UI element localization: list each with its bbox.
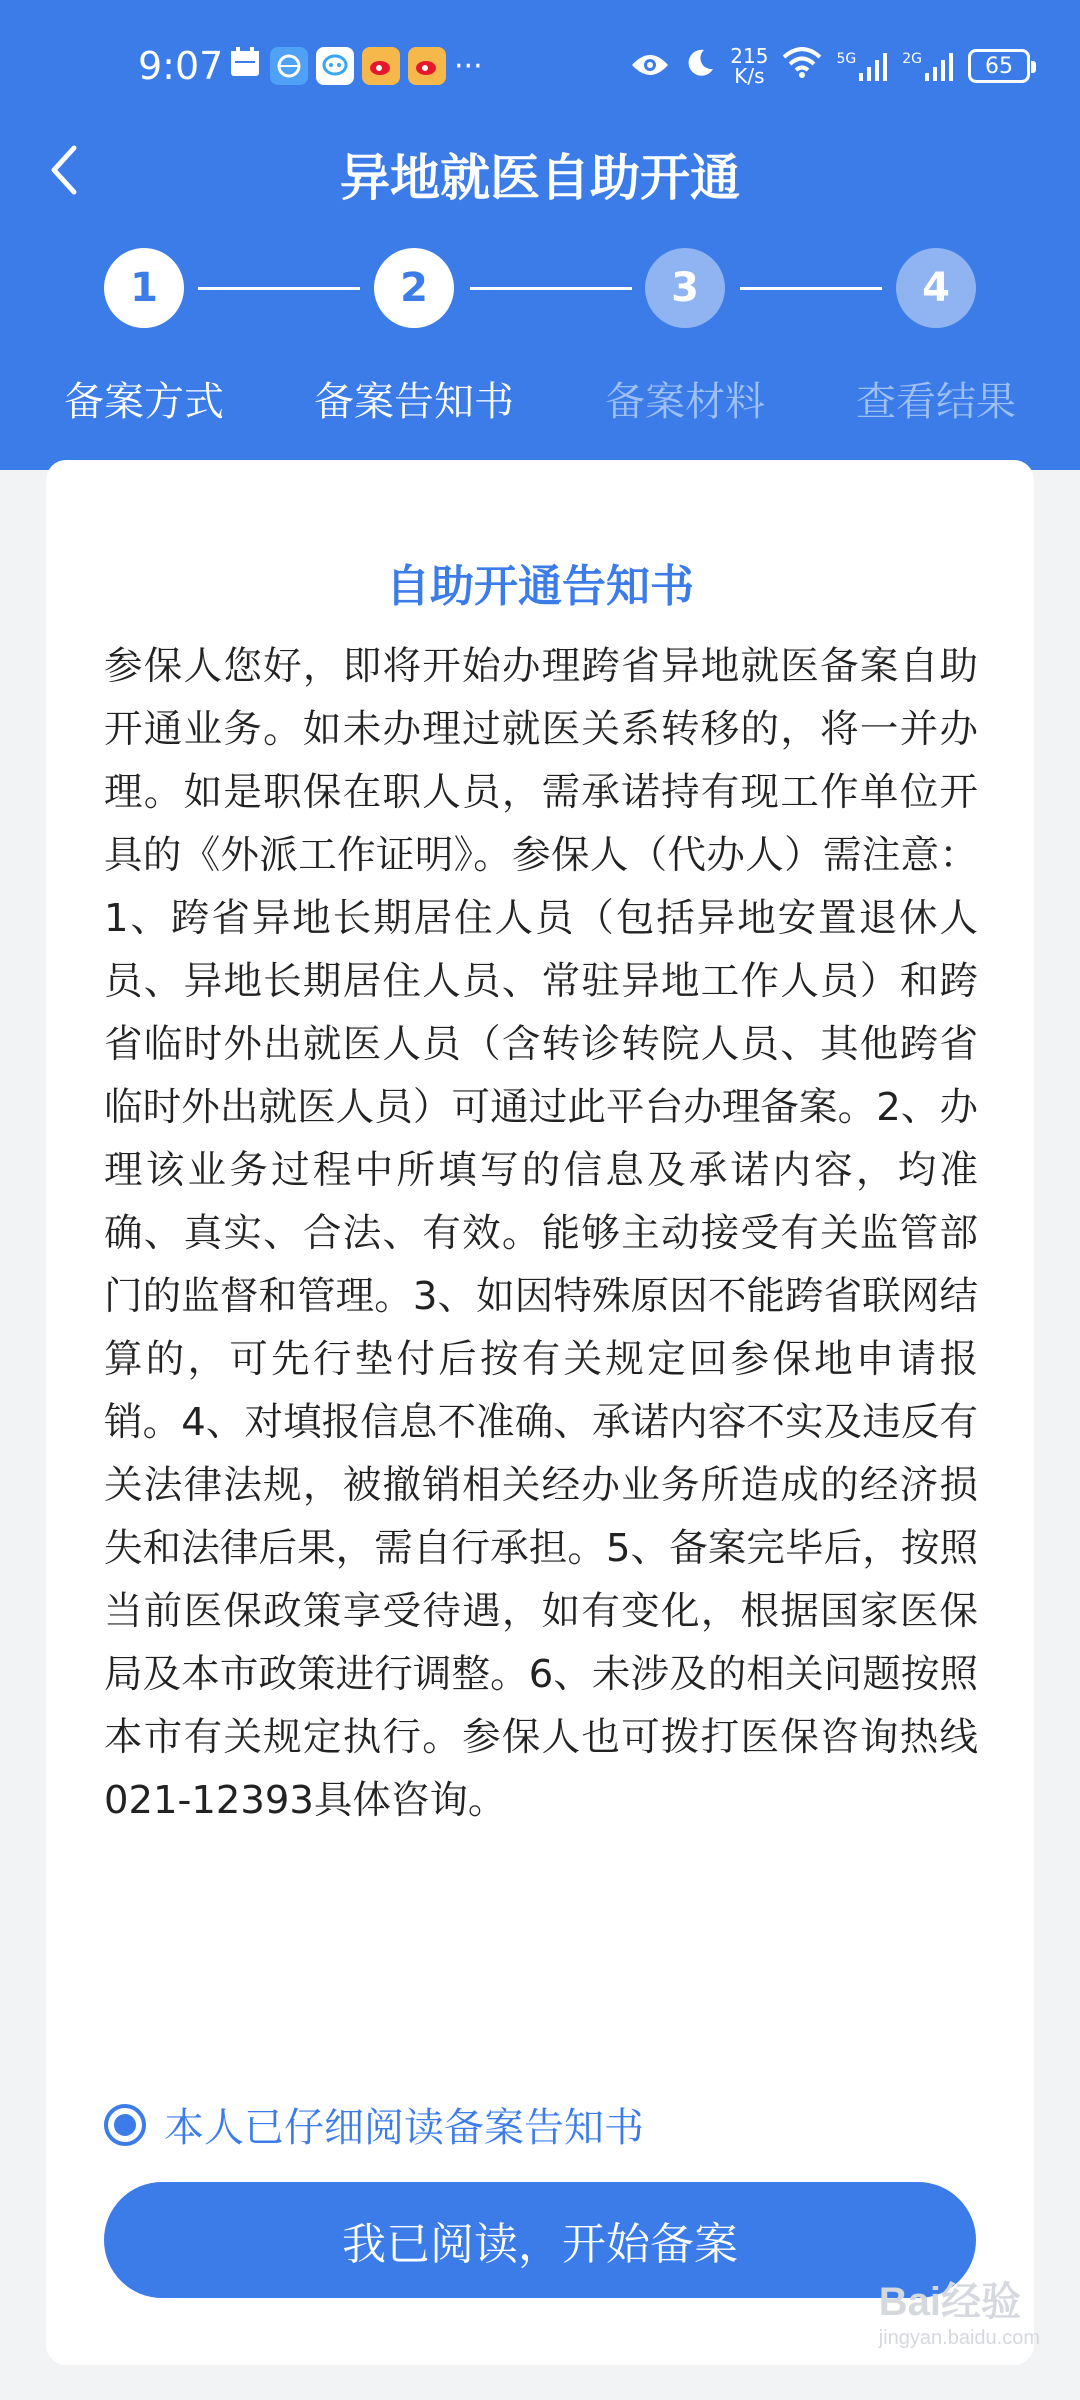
signal-5g-icon: 5G [836,51,888,81]
notification-icons [228,44,483,88]
step-1-label: 备案方式 [64,379,224,425]
notice-card [46,460,1034,2365]
step-3-label: 备案材料 [605,379,765,425]
app-header [0,0,1080,470]
radio-checked-dot [114,2114,136,2136]
weibo-app-icon-2 [408,47,446,85]
signal-2g-icon: 2G [902,51,954,81]
notice-body: 参保人您好，即将开始办理跨省异地就医备案自助开通业务。如未办理过就医关系转移的，将一并办理。如是职保在职人员，需承诺持有现工作单位开具的《外派工作证明》。参保人（代办人）需注意：1、跨省异地长期居住人员（包括异地安置退休人员、异地长期居住人员、常驻异地工作人员）和跨省临时外出就医人员（含转诊转院人员、其他跨省临时外出就医人员）可通过此平台办理备案。2、办理该业务过程中所填写的信息及承诺内容，均准确、真实、合法、有效。能够主动接受有关监管部门的监督和管理。3、如因特殊原因不能跨省联网结算的，可先行垫付后按有关规定回参保地申请报销。4、对填报信息不准确、承诺内容不实及违反有关法律法规，被撤销相关经办业务所造成的经济损失和法律后果，需自行承担。5、备案完毕后，按照当前医保政策享受待遇，如有变化，根据国家医保局及本市政策进行调整。6、未涉及的相关问题按照本市有关规定执行。参保人也可拨打医保咨询热线021-12393具体咨询。 [104,644,978,1823]
more-notifications-icon: ··· [454,48,483,84]
battery-icon: 65 [968,49,1030,83]
step-connector-1 [198,287,360,290]
step-2-circle: 2 [374,248,454,328]
chat-app-icon [316,47,354,85]
agreement-label[interactable]: 本人已仔细阅读备案告知书 [164,2105,644,2151]
page-title: 异地就医自助开通 [340,149,740,207]
wifi-icon [782,44,822,88]
system-icons [630,44,1030,88]
weibo-app-icon [362,47,400,85]
browser-app-icon [270,47,308,85]
agreement-checkbox-row[interactable] [104,2096,644,2153]
step-2-label: 备案告知书 [314,379,514,425]
status-bar [0,30,1080,100]
step-connector-2 [470,287,632,290]
moon-icon [684,44,716,88]
step-4-circle: 4 [896,248,976,328]
eye-icon [630,44,670,88]
agreement-radio[interactable] [104,2104,146,2146]
step-connector-3 [740,287,882,290]
baidu-jingyan-watermark: Bai经验 jingyan.baidu.com [878,2280,1040,2349]
step-1-circle: 1 [104,248,184,328]
step-3-circle: 3 [645,248,725,328]
start-filing-button[interactable]: 我已阅读，开始备案 [104,2182,976,2298]
step-4-label: 查看结果 [856,379,1016,425]
network-speed: 215 K/s [730,44,769,88]
status-time: 9:07 [138,44,224,88]
calendar-icon [228,44,262,88]
notice-title: 自助开通告知书 [386,561,694,612]
